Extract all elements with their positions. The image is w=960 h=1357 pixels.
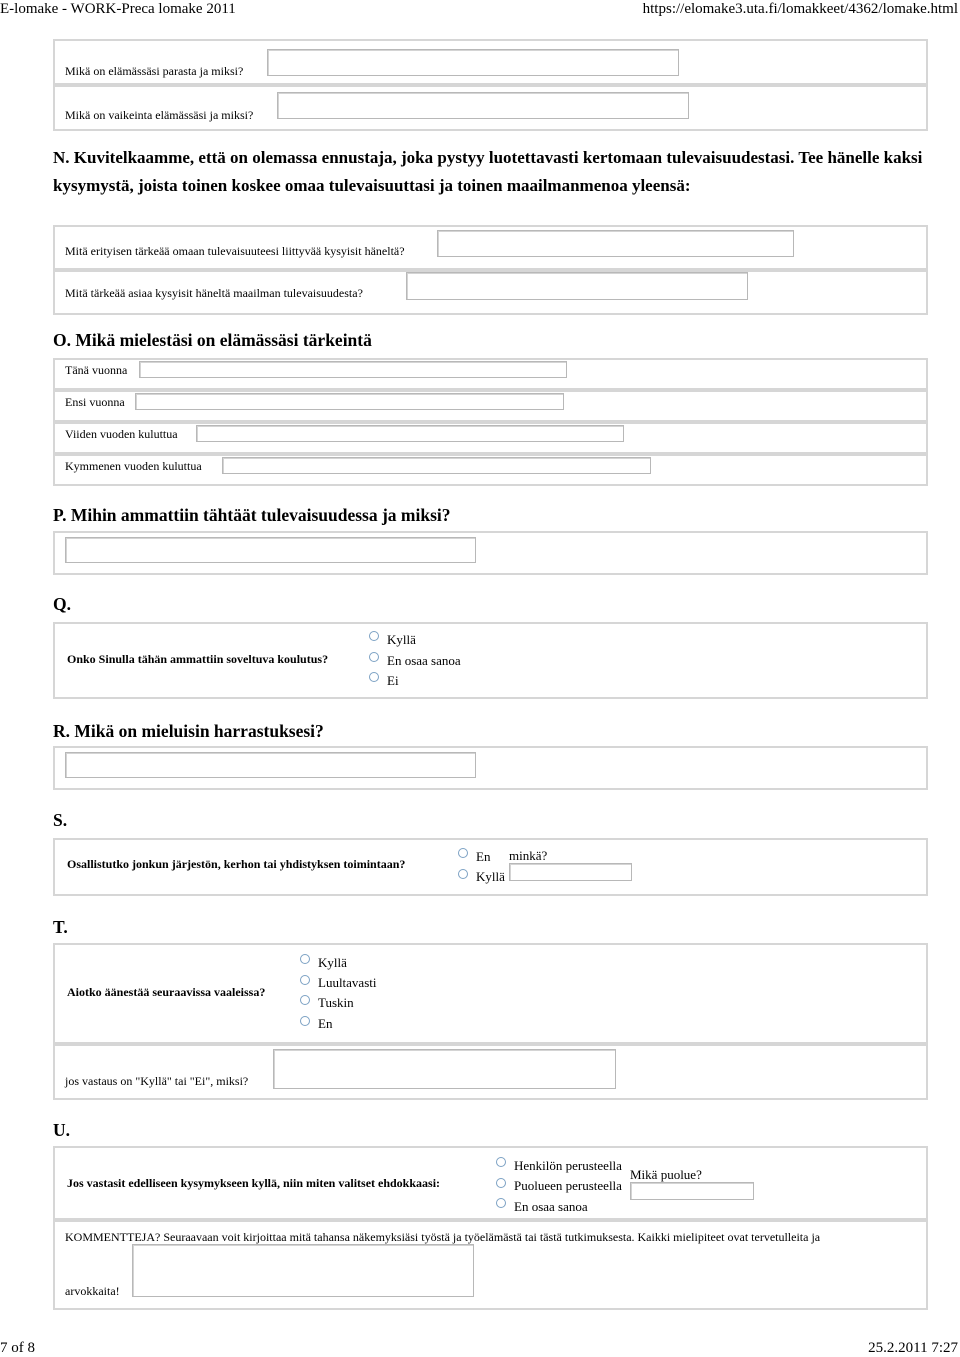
- question-label: Mikä on elämässäsi parasta ja miksi?: [65, 64, 244, 78]
- section-u-title: U.: [53, 1120, 71, 1140]
- best-in-life-input[interactable]: [267, 49, 679, 76]
- section-p-title: P. Mihin ammattiin tähtäät tulevaisuudessa ja miksi?: [53, 505, 451, 525]
- radio-hardly[interactable]: [300, 995, 310, 1005]
- own-future-input[interactable]: [437, 230, 794, 257]
- radio-dont-know[interactable]: [496, 1198, 506, 1208]
- radio-party[interactable]: [496, 1178, 506, 1188]
- question-row: [53, 1044, 928, 1100]
- option-label: En: [476, 849, 491, 864]
- section-r-title: R. Mikä on mieluisin harrastuksesi?: [53, 721, 324, 741]
- question-label: Mikä on vaikeinta elämässäsi ja miksi?: [65, 108, 254, 122]
- option-label: En osaa sanoa: [514, 1199, 588, 1214]
- option-label: Luultavasti: [318, 975, 377, 990]
- option-label: Henkilön perusteella: [514, 1158, 622, 1173]
- question-label: jos vastaus on "Kyllä" tai "Ei", miksi?: [65, 1074, 249, 1088]
- organization-input[interactable]: [509, 863, 632, 881]
- five-years-input[interactable]: [196, 425, 624, 442]
- page-header-title: E-lomake - WORK-Preca lomake 2011: [0, 1, 236, 17]
- question-label: Mitä tärkeää asiaa kysyisit häneltä maailman tulevaisuudesta?: [65, 286, 363, 300]
- world-future-input[interactable]: [406, 272, 748, 300]
- radio-no[interactable]: [458, 848, 468, 858]
- option-label: Kyllä: [318, 955, 347, 970]
- question-row: [53, 454, 928, 486]
- hardest-in-life-input[interactable]: [277, 92, 689, 119]
- question-label: Mitä erityisen tärkeää omaan tulevaisuuteesi liittyvää kysyisit häneltä?: [65, 244, 405, 258]
- question-row: [53, 270, 928, 315]
- page-header-url: https://elomake3.uta.fi/lomakkeet/4362/lomake.html: [642, 1, 958, 17]
- radio-no[interactable]: [300, 1016, 310, 1026]
- question-row: [53, 531, 928, 575]
- hobby-input[interactable]: [65, 752, 476, 778]
- section-o-title: O. Mikä mielestäsi on elämässäsi tärkeintä: [53, 330, 372, 350]
- question-label: Tänä vuonna: [65, 363, 128, 377]
- comment-label-cont: arvokkaita!: [65, 1284, 120, 1298]
- radio-yes[interactable]: [369, 631, 379, 641]
- option-label: Kyllä: [387, 632, 416, 647]
- party-label: Mikä puolue?: [630, 1167, 702, 1182]
- ten-years-input[interactable]: [222, 457, 651, 474]
- radio-yes[interactable]: [458, 869, 468, 879]
- career-goal-input[interactable]: [65, 537, 476, 563]
- option-label: Tuskin: [318, 995, 354, 1010]
- option-label: En: [318, 1016, 333, 1031]
- radio-no[interactable]: [369, 672, 379, 682]
- question-label: Jos vastasit edelliseen kysymykseen kyllä, niin miten valitset ehdokkaasi:: [67, 1176, 441, 1190]
- next-year-input[interactable]: [135, 393, 564, 410]
- this-year-input[interactable]: [139, 361, 567, 378]
- option-label: Puolueen perusteella: [514, 1178, 622, 1193]
- radio-person[interactable]: [496, 1157, 506, 1167]
- party-input[interactable]: [630, 1182, 754, 1200]
- section-q-title: Q.: [53, 594, 71, 614]
- question-label: Osallistutko jonkun järjestön, kerhon tai yhdistyksen toimintaan?: [67, 857, 406, 871]
- question-label: Aiotko äänestää seuraavissa vaaleissa?: [67, 985, 266, 999]
- question-row: [53, 358, 928, 390]
- question-row: [53, 838, 928, 896]
- comment-label: KOMMENTTEJA? Seuraavaan voit kirjoittaa mitä tahansa näkemyksiäsi työstä ja työelämästä tai tästä tutkimuksesta. Kaikki mielipiteet ovat tervetulleita ja: [65, 1230, 821, 1244]
- option-label: Ei: [387, 673, 399, 688]
- comment-row: [53, 1220, 928, 1310]
- question-row: [53, 85, 928, 131]
- question-label: Onko Sinulla tähän ammattiin soveltuva koulutus?: [67, 652, 329, 666]
- question-row: [53, 422, 928, 454]
- question-label: Kymmenen vuoden kuluttua: [65, 459, 202, 473]
- question-row: [53, 225, 928, 270]
- question-row: [53, 943, 928, 1044]
- question-label: Viiden vuoden kuluttua: [65, 427, 178, 441]
- option-label: Kyllä: [476, 869, 505, 884]
- question-row: [53, 1146, 928, 1220]
- which-label: minkä?: [509, 848, 548, 863]
- section-t-title: T.: [53, 917, 68, 937]
- radio-yes[interactable]: [300, 954, 310, 964]
- question-row: [53, 390, 928, 422]
- question-row: [53, 39, 928, 85]
- question-label: Ensi vuonna: [65, 395, 125, 409]
- comments-input[interactable]: [132, 1244, 474, 1297]
- vote-reason-input[interactable]: [273, 1049, 616, 1089]
- option-label: En osaa sanoa: [387, 653, 461, 668]
- section-n-intro: N. Kuvitelkaamme, että on olemassa ennustaja, joka pystyy luotettavasti kertomaan tulevaisuudestasi. Tee hänelle kaksi kysymystä, joista toinen koskee omaa tulevaisuuttasi ja toinen maailmanmenoa yleensä:: [53, 148, 923, 195]
- page-number: 7 of 8: [0, 1340, 35, 1356]
- question-row: [53, 746, 928, 790]
- section-s-title: S.: [53, 810, 68, 830]
- radio-probably[interactable]: [300, 975, 310, 985]
- print-datetime: 25.2.2011 7:27: [868, 1340, 958, 1356]
- question-row: [53, 622, 928, 699]
- radio-dont-know[interactable]: [369, 652, 379, 662]
